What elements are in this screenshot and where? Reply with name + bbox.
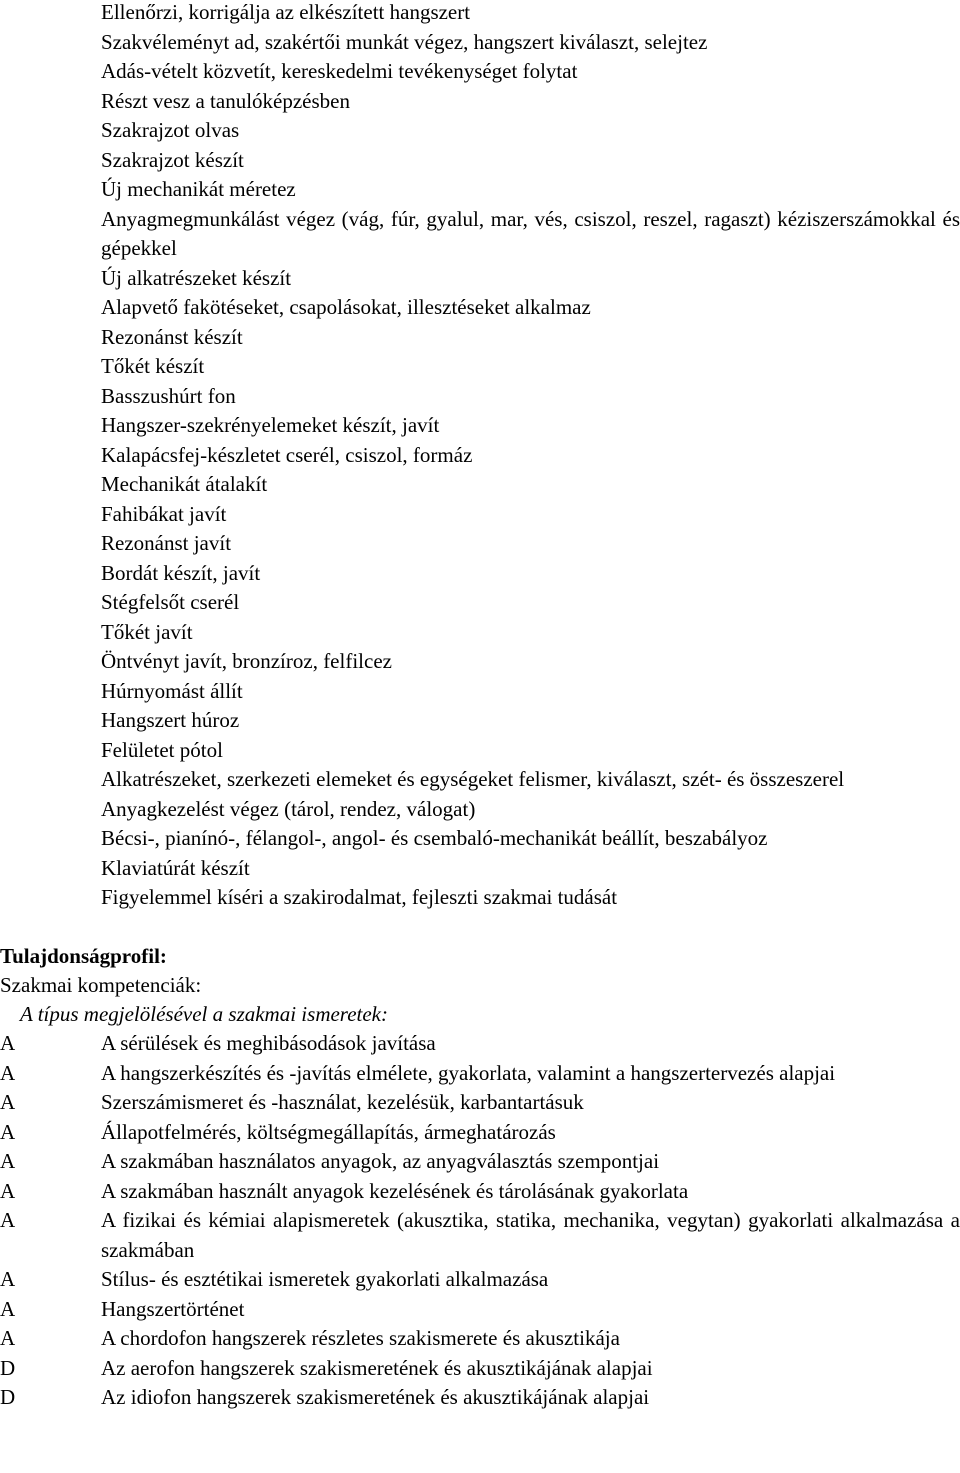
competence-type: D: [0, 1385, 16, 1409]
competence-text: Stílus- és esztétikai ismeretek gyakorlati alkalmazása: [101, 1267, 549, 1291]
task-item: Szakrajzot olvas: [101, 118, 240, 142]
competence-text: A szakmában használatos anyagok, az anyagválasztás szempontjai: [101, 1149, 660, 1173]
task-item: Bécsi-, pianínó-, félangol-, angol- és csembaló-mechanikát beállít, beszabályoz: [101, 826, 768, 850]
task-item: Stégfelsőt cserél: [101, 590, 240, 614]
task-item: Felületet pótol: [101, 737, 223, 762]
competence-type: A: [0, 1031, 16, 1055]
competence-type: A: [0, 1149, 16, 1173]
competence-text: Az aerofon hangszerek szakismeretének és akusztikájának alapjai: [101, 1355, 653, 1380]
competence-text: Az idiofon hangszerek szakismeretének és akusztikájának alapjai: [101, 1385, 650, 1409]
task-item: Szakvéleményt ad, szakértői munkát végez, hangszert kiválaszt, selejtez: [101, 29, 708, 54]
task-item: Kalapácsfej-készletet cserél, csiszol, formáz: [101, 442, 473, 467]
task-item: Mechanikát átalakít: [101, 472, 268, 496]
competence-item: [0, 1295, 960, 1325]
task-item: Új mechanikát méretez: [101, 177, 296, 201]
task-item: Szakrajzot készít: [101, 147, 244, 172]
competence-type: A: [0, 1060, 16, 1085]
task-item: Húrnyomást állít: [101, 678, 243, 703]
task-list: [101, 0, 960, 913]
task-item: Anyagkezelést végez (tárol, rendez, válogat): [101, 796, 476, 821]
task-item: Figyelemmel kíséri a szakirodalmat, fejleszti szakmai tudását: [101, 885, 618, 909]
competence-text: Hangszertörténet: [101, 1296, 245, 1321]
competence-item: [0, 1147, 960, 1177]
task-item: Hangszert húroz: [101, 708, 240, 732]
competence-text: A szakmában használt anyagok kezelésének és tárolásának gyakorlata: [101, 1178, 689, 1203]
competence-text: Szerszámismeret és -használat, kezelésük, karbantartásuk: [101, 1090, 584, 1114]
profile-title: Tulajdonságprofil:: [0, 944, 167, 968]
competence-item: [0, 1354, 960, 1384]
task-item: Öntvényt javít, bronzíroz, felfilcez: [101, 649, 392, 673]
task-item: Adás-vételt közvetít, kereskedelmi tevékenységet folytat: [101, 59, 578, 83]
competence-type: A: [0, 1090, 16, 1114]
task-item: Fahibákat javít: [101, 501, 227, 526]
task-item: Rezonánst javít: [101, 531, 232, 555]
competence-item: [0, 1383, 960, 1413]
competence-type: A: [0, 1178, 16, 1203]
task-item: Tőkét javít: [101, 619, 193, 644]
competence-type: A: [0, 1326, 16, 1350]
competence-item: [0, 1324, 960, 1354]
competence-text: A fizikai és kémiai alapismeretek (akusztika, statika, mechanika, vegytan) gyakorlati alkalmazása a szakmában: [101, 1208, 960, 1262]
competence-text: A chordofon hangszerek részletes szakismerete és akusztikája: [101, 1326, 620, 1350]
competence-type: A: [0, 1267, 16, 1291]
profile-subtitle: Szakmai kompetenciák:: [0, 973, 202, 997]
task-item: Alapvető fakötéseket, csapolásokat, illesztéseket alkalmaz: [101, 295, 591, 319]
task-item: Részt vesz a tanulóképzésben: [101, 88, 350, 113]
competence-text: Állapotfelmérés, költségmegállapítás, ármeghatározás: [101, 1119, 556, 1144]
competence-list: [0, 1029, 960, 1413]
task-item: Hangszer-szekrényelemeket készít, javít: [101, 413, 440, 437]
task-item: Tőkét készít: [101, 354, 205, 378]
profile-section: [0, 941, 960, 1413]
task-item: Klaviatúrát készít: [101, 855, 250, 880]
competence-text: A hangszerkészítés és -javítás elmélete, gyakorlata, valamint a hangszertervezés alapjai: [101, 1060, 836, 1085]
task-item: Rezonánst készít: [101, 324, 243, 349]
competence-type: A: [0, 1119, 16, 1144]
competence-type: A: [0, 1208, 16, 1232]
competence-item: [0, 1088, 960, 1118]
competence-type: D: [0, 1355, 16, 1380]
task-item: Basszushúrt fon: [101, 383, 236, 408]
competence-item: [0, 1265, 960, 1295]
task-item: Alkatrészeket, szerkezeti elemeket és egységeket felismer, kiválaszt, szét- és összeszerel: [101, 767, 845, 791]
task-item: Ellenőrzi, korrigálja az elkészített hangszert: [101, 0, 471, 24]
competence-item: [0, 1206, 960, 1265]
task-item: Anyagmegmunkálást végez (vág, fúr, gyalul, mar, vés, csiszol, reszel, ragaszt) kéziszerszámokkal és gépekkel: [101, 206, 960, 260]
type-heading: A típus megjelölésével a szakmai ismeretek:: [20, 1002, 388, 1026]
competence-item: [0, 1029, 960, 1059]
competence-item: [0, 1059, 960, 1089]
competence-text: A sérülések és meghibásodások javítása: [101, 1031, 436, 1055]
competence-item: [0, 1118, 960, 1148]
competence-item: [0, 1177, 960, 1207]
competence-type: A: [0, 1296, 16, 1321]
task-item: Bordát készít, javít: [101, 560, 261, 585]
task-item: Új alkatrészeket készít: [101, 265, 292, 290]
